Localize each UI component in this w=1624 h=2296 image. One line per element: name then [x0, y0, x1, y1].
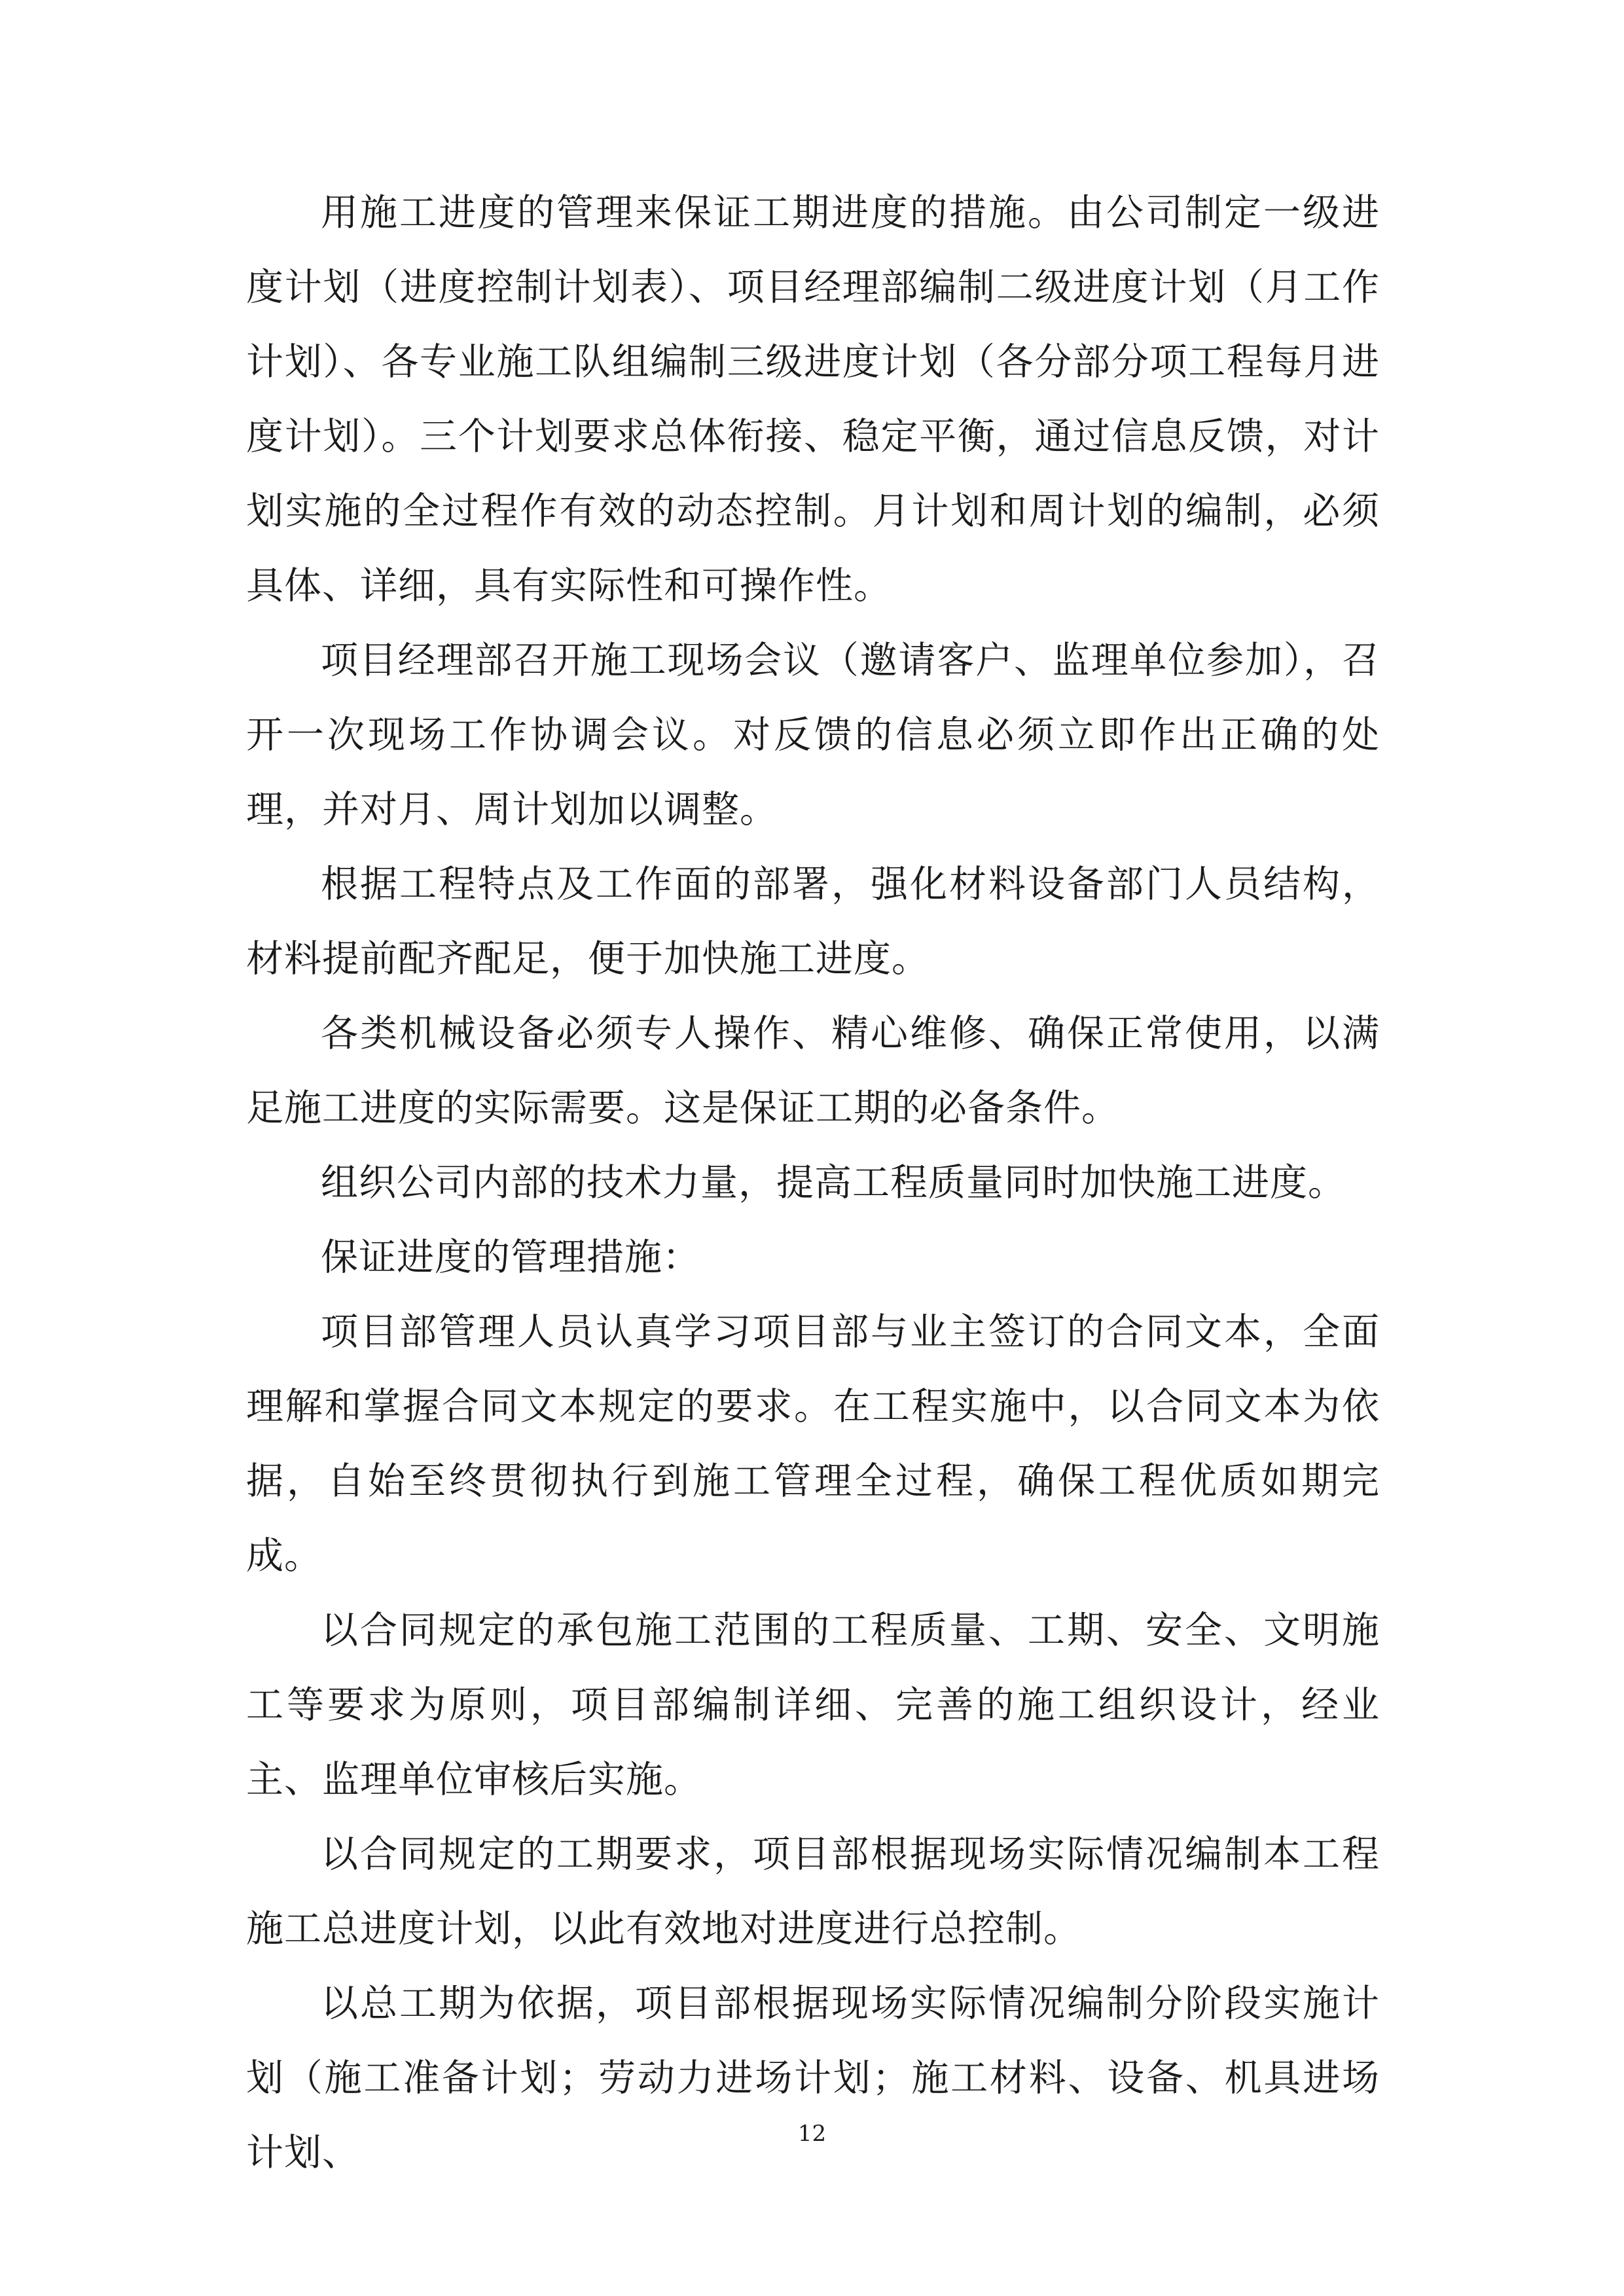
paragraph-7: 项目部管理人员认真学习项目部与业主签订的合同文本，全面理解和掌握合同文本规定的要求。在工程实施中，以合同文本为依据，自始至终贯彻执行到施工管理全过程，确保工程优质如期完成。	[246, 1310, 1380, 1577]
paragraph-4: 各类机械设备必须专人操作、精心维修、确保正常使用，以满足施工进度的实际需要。这是保证工期的必备条件。	[246, 1012, 1380, 1130]
paragraph-8: 以合同规定的承包施工范围的工程质量、工期、安全、文明施工等要求为原则，项目部编制详细、完善的施工组织设计，经业主、监理单位审核后实施。	[246, 1609, 1380, 1801]
paragraph-3: 根据工程特点及工作面的部署，强化材料设备部门人员结构，材料提前配齐配足，便于加快施工进度。	[246, 863, 1380, 980]
page-number: 12	[797, 2121, 827, 2147]
paragraph-1: 用施工进度的管理来保证工期进度的措施。由公司制定一级进度计划（进度控制计划表）、项目经理部编制二级进度计划（月工作计划）、各专业施工队组编制三级进度计划（各分部分项工程每月进度计划）。三个计划要求总体衔接、稳定平衡，通过信息反馈，对计划实施的全过程作有效的动态控制。月计划和周计划的编制，必须具体、详细，具有实际性和可操作性。	[246, 191, 1380, 607]
paragraph-6: 保证进度的管理措施：	[321, 1236, 700, 1279]
body-text	[246, 175, 1380, 2190]
paragraph-9: 以合同规定的工期要求，项目部根据现场实际情况编制本工程施工总进度计划，以此有效地对进度进行总控制。	[246, 1833, 1380, 1950]
paragraph-10: 以总工期为依据，项目部根据现场实际情况编制分阶段实施计划（施工准备计划；劳动力进场计划；施工材料、设备、机具进场计划、	[246, 1982, 1380, 2174]
paragraph-2: 项目经理部召开施工现场会议（邀请客户、监理单位参加），召开一次现场工作协调会议。对反馈的信息必须立即作出正确的处理，并对月、周计划加以调整。	[246, 639, 1380, 831]
paragraph-5: 组织公司内部的技术力量，提高工程质量同时加快施工进度。	[321, 1161, 1346, 1204]
